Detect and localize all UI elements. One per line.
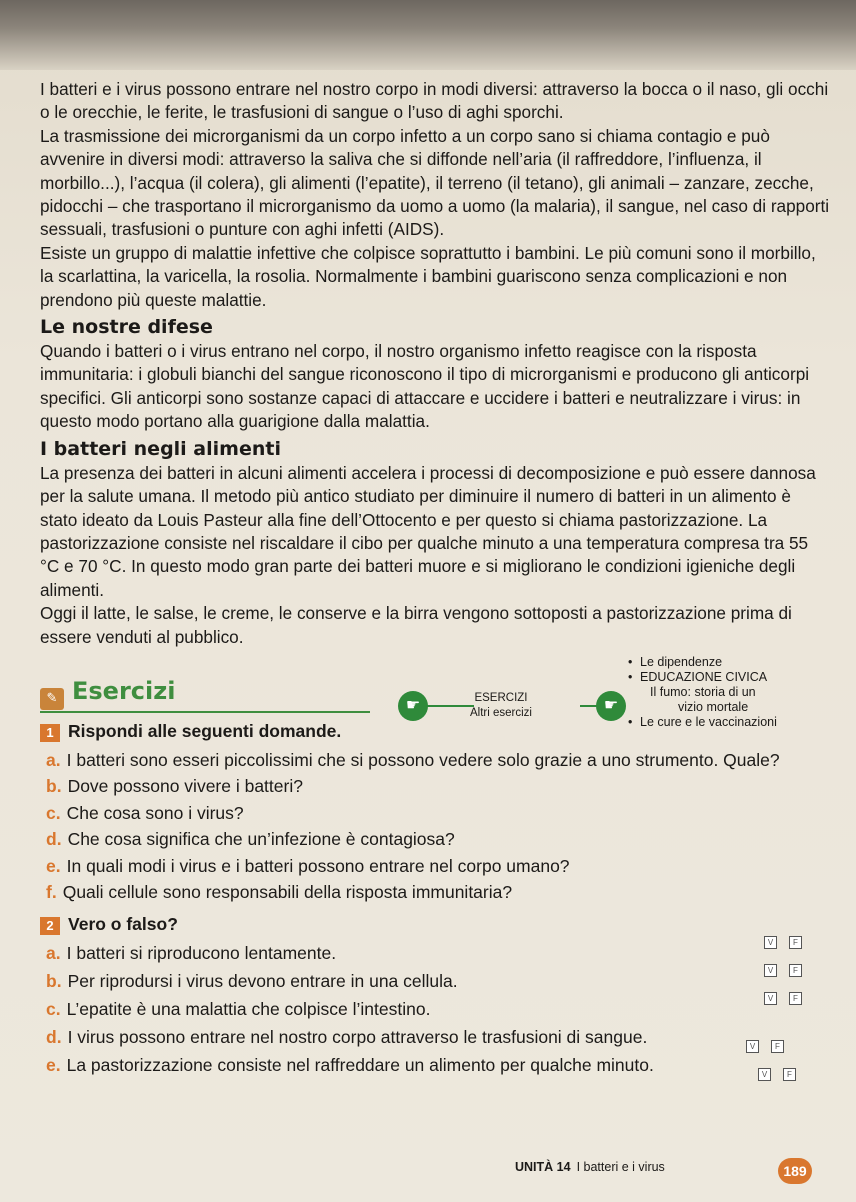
question-2-list	[40, 939, 830, 1079]
exercise-links	[470, 691, 532, 721]
intro-paragraph-3: Esiste un gruppo di malattie infettive che colpisce soprattutto i bambini. Le più comuni sono il morbillo, la scarlattina, la varicella, la rosolia. Normalmente i bambini guariscono senza complicazioni e non prendono più queste malattie.	[40, 242, 816, 310]
section-title-alimenti: I batteri negli alimenti	[40, 437, 281, 460]
list-item: d. I virus possono entrare nel nostro corpo attraverso le trasfusioni di sangue. V F	[46, 1023, 830, 1051]
list-item: b. Per riprodursi i virus devono entrare in una cellula. V F	[46, 967, 830, 995]
false-checkbox[interactable]: F	[789, 992, 802, 1005]
section-title-difese: Le nostre difese	[40, 316, 213, 339]
list-item: c. L’epatite è una malattia che colpisce l’intestino. V F	[46, 995, 830, 1023]
true-checkbox[interactable]: V	[746, 1040, 759, 1053]
pointer-icon[interactable]: ☛	[398, 691, 428, 721]
list-item: f. Quali cellule sono responsabili della risposta immunitaria?	[46, 882, 513, 903]
page-content	[40, 78, 830, 1079]
true-checkbox[interactable]: V	[758, 1068, 771, 1081]
false-checkbox[interactable]: F	[789, 964, 802, 977]
list-item: a. I batteri si riproducono lentamente. V F	[46, 939, 830, 967]
resource-dipendenze[interactable]: • Le dipendenze	[628, 655, 828, 670]
intro-paragraph-1: I batteri e i virus possono entrare nel nostro corpo in modi diversi: attraverso la bocca o il naso, gli occhi o le orecchie, le ferite, le trasfusioni di sangue o l’uso di aghi sporchi.	[40, 79, 829, 123]
exercise-icon: ✎	[40, 688, 64, 710]
true-checkbox[interactable]: V	[764, 992, 777, 1005]
question-1-title: 1 Rispondi alle seguenti domande.	[40, 721, 341, 742]
false-checkbox[interactable]: F	[789, 936, 802, 949]
unit-label: UNITÀ 14	[515, 1160, 571, 1174]
difese-paragraph: Quando i batteri o i virus entrano nel corpo, il nostro organismo infetto reagisce con la risposta immunitaria: i globuli bianchi del sangue riconoscono il tipo di microrganismi e producono gli anticorpi specifici. Gli anticorpi sono sostanze capaci di attaccare e uccidere i batteri e neutralizzare i virus: in questo modo portano alla guarigione dalla malattia.	[40, 341, 810, 432]
false-checkbox[interactable]: F	[783, 1068, 796, 1081]
esercizi-link[interactable]: ESERCIZI	[474, 691, 528, 704]
altri-esercizi-link[interactable]: Altri esercizi	[470, 706, 532, 719]
false-checkbox[interactable]: F	[771, 1040, 784, 1053]
unit-title: I batteri e i virus	[576, 1160, 665, 1174]
list-item: d. Che cosa significa che un’infezione è contagiosa?	[46, 829, 455, 850]
resource-vaccinazioni[interactable]: • Le cure e le vaccinazioni	[628, 715, 828, 730]
resources-sidebar	[628, 655, 828, 730]
resource-educazione-civica[interactable]: • EDUCAZIONE CIVICA	[628, 670, 828, 685]
list-item: b. Dove possono vivere i batteri?	[46, 776, 303, 797]
page-number: 189	[778, 1158, 812, 1184]
question-1-number: 1	[40, 724, 60, 742]
question-2-number: 2	[40, 917, 60, 935]
page-top-edge	[0, 0, 856, 70]
list-item: a. I batteri sono esseri piccolissimi che si possono vedere solo grazie a uno strumento. Quale?	[46, 749, 780, 770]
question-2-title: 2 Vero o falso?	[40, 914, 830, 935]
resource-fumo[interactable]: Il fumo: storia di un vizio mortale	[650, 684, 756, 714]
pointer-icon[interactable]: ☛	[596, 691, 626, 721]
true-checkbox[interactable]: V	[764, 964, 777, 977]
list-item: c. Che cosa sono i virus?	[46, 802, 244, 823]
list-item: e. In quali modi i virus e i batteri possono entrare nel corpo umano?	[46, 855, 570, 876]
exercises-title: ✎ Esercizi	[40, 677, 175, 710]
page-footer	[515, 1160, 665, 1174]
list-item: e. La pastorizzazione consiste nel raffreddare un alimento per qualche minuto. V F	[46, 1051, 830, 1079]
alimenti-paragraph-1: La presenza dei batteri in alcuni alimenti accelera i processi di decomposizione e può essere dannosa per la salute umana. Il metodo più antico studiato per diminuire il numero di batteri in un alimento è stato ideato da Louis Pasteur alla fine dell’Ottocento e per questo si chiama pastorizzazione. La pastorizzazione consiste nel riscaldare il cibo per qualche minuto a una temperatura compresa tra 55 °C e 70 °C. In questo modo gran parte dei batteri muore e si migliorano le condizioni igieniche degli alimenti.	[40, 462, 816, 600]
intro-paragraph-2: La trasmissione dei microrganismi da un corpo infetto a un corpo sano si chiama contagio e può avvenire in diversi modi: attraverso la saliva che si diffonde nell’aria (il raffreddore, l’influenza, il morbillo...), l’acqua (il colera), gli alimenti (l’epatite), il terreno (il tetano), gli animali – zanzare, zecche, pidocchi – che trasportano il microrganismo da uomo a uomo (la malaria), il sangue, nel caso di rapporti sessuali, trasfusioni o punture con aghi infetti (AIDS).	[40, 125, 830, 240]
exercises-header	[40, 655, 830, 747]
exercises-divider	[40, 711, 370, 713]
alimenti-paragraph-2: Oggi il latte, le salse, le creme, le conserve e la birra vengono sottoposti a pastorizzazione prima di essere venduti al pubblico.	[40, 603, 792, 647]
question-1-list	[40, 747, 830, 906]
true-checkbox[interactable]: V	[764, 936, 777, 949]
